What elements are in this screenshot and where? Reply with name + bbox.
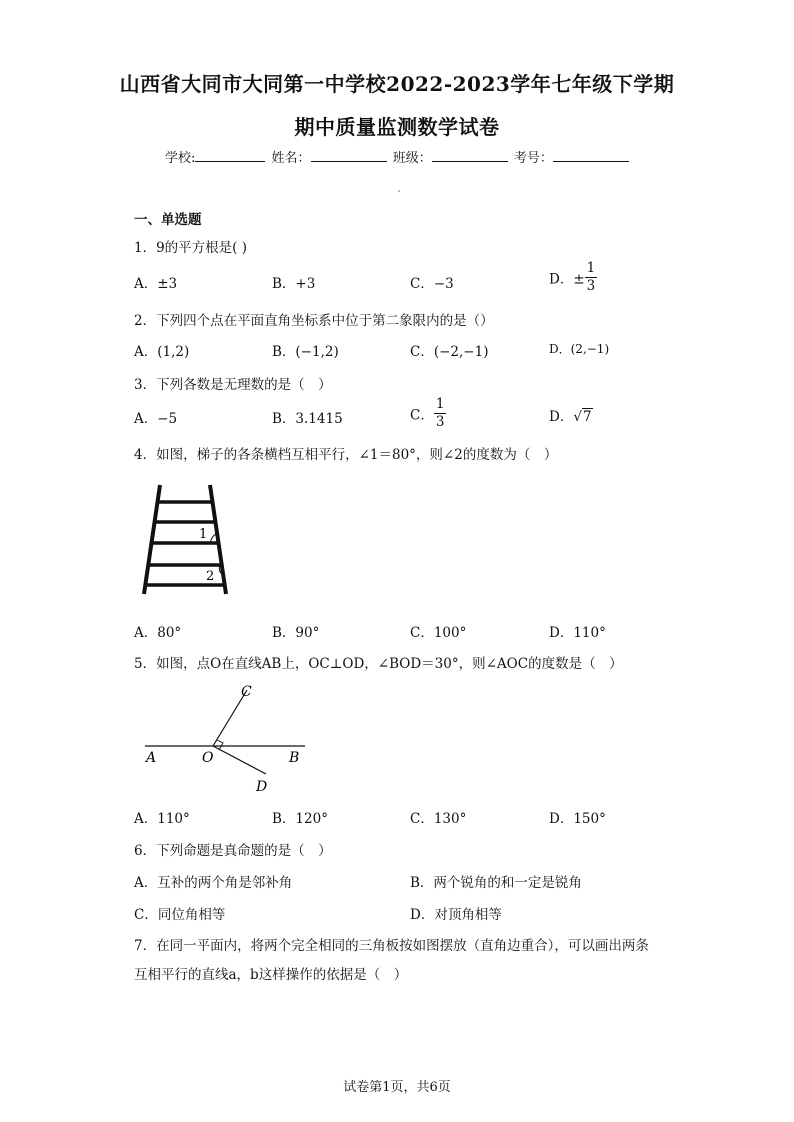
q5-option-d[interactable]: D．150° [549,811,606,827]
q4-option-b[interactable]: B．90° [272,625,320,641]
angle-2-label: 2 [206,569,215,584]
q5-option-c[interactable]: C．130° [410,811,467,827]
student-info-row [165,147,629,166]
point-a-label: A [146,750,157,766]
q4-option-a[interactable]: A．80° [134,625,182,641]
class-blank[interactable] [432,149,508,162]
page-footer: 试卷第1页，共6页 [343,1080,451,1095]
q1-option-d[interactable] [549,262,597,293]
fraction-denominator: 3 [586,277,596,294]
q1-option-a[interactable]: A．±3 [134,276,178,292]
question-1-stem: 1．9的平方根是( ) [134,240,248,256]
q3-option-d[interactable] [549,405,593,425]
q1-fraction [585,262,598,293]
exam-title-line1: 山西省大同市大同第一中学校2022-2023学年七年级下学期 [119,72,675,96]
question-7-stem-line2: 互相平行的直线a，b这样操作的依据是（ ） [134,967,408,983]
fraction-numerator: 1 [435,396,445,412]
q6-option-a[interactable]: A．互补的两个角是邻补角 [134,875,293,891]
sqrt-expression [573,409,592,425]
fraction-denominator: 3 [435,413,445,430]
exam-number-blank[interactable] [553,149,629,162]
q4-option-d[interactable]: D．110° [549,625,606,641]
sqrt-sign: √ [573,409,582,425]
name-blank[interactable] [311,149,387,162]
point-o-label: O [202,750,214,766]
q3-option-a[interactable]: A．−5 [134,411,178,427]
q2-option-c[interactable]: C．(−2,−1) [410,344,489,360]
point-b-label: B [289,750,300,766]
angle-figure [140,680,320,795]
q6-option-d[interactable]: D．对顶角相等 [410,907,502,923]
q1-option-d-label: D．± [549,271,585,288]
speck [398,190,400,192]
school-blank[interactable] [195,149,265,162]
question-5-stem: 5．如图，点O在直线AB上，OC⊥OD，∠BOD＝30°，则∠AOC的度数是（ ） [134,656,623,672]
q3-option-c[interactable] [410,398,446,429]
point-d-label: D [256,779,268,795]
q4-option-c[interactable]: C．100° [410,625,467,641]
exam-number-label: 考号： [513,151,553,166]
q5-option-b[interactable]: B．120° [272,811,328,827]
ladder-figure [130,480,240,600]
fraction-numerator: 1 [586,260,596,276]
q3-option-b[interactable]: B．3.1415 [272,411,343,427]
question-3-stem: 3．下列各数是无理数的是（ ） [134,377,332,393]
q3-fraction [434,398,447,429]
school-label: 学校: [165,151,196,166]
name-label: 姓名： [271,151,311,166]
point-c-label: C [241,684,252,700]
q2-option-a[interactable]: A．(1,2) [134,344,190,360]
q2-option-d[interactable]: D．(2,−1) [549,342,610,356]
q6-option-b[interactable]: B．两个锐角的和一定是锐角 [410,875,582,891]
question-6-stem: 6．下列命题是真命题的是（ ） [134,843,332,859]
class-label: 班级： [392,151,432,166]
q6-option-c[interactable]: C．同位角相等 [134,907,226,923]
q2-option-b[interactable]: B．(−1,2) [272,344,339,360]
q3-option-d-label: D． [549,409,574,425]
angle-1-label: 1 [199,527,208,542]
question-7-stem-line1: 7．在同一平面内，将两个完全相同的三角板按如图摆放（直角边重合），可以画出两条 [134,938,649,954]
q1-option-b[interactable]: B．+3 [272,276,316,292]
question-2-stem: 2．下列四个点在平面直角坐标系中位于第二象限内的是（） [134,313,494,329]
sqrt-radicand: 7 [582,409,592,425]
section-heading: 一、单选题 [134,212,202,228]
q1-option-c[interactable]: C．−3 [410,276,454,292]
question-4-stem: 4．如图，梯子的各条横档互相平行，∠1＝80°，则∠2的度数为（ ） [134,447,558,463]
exam-title-line2: 期中质量监测数学试卷 [294,115,500,139]
q3-option-c-label: C． [410,407,434,424]
q5-option-a[interactable]: A．110° [134,811,190,827]
